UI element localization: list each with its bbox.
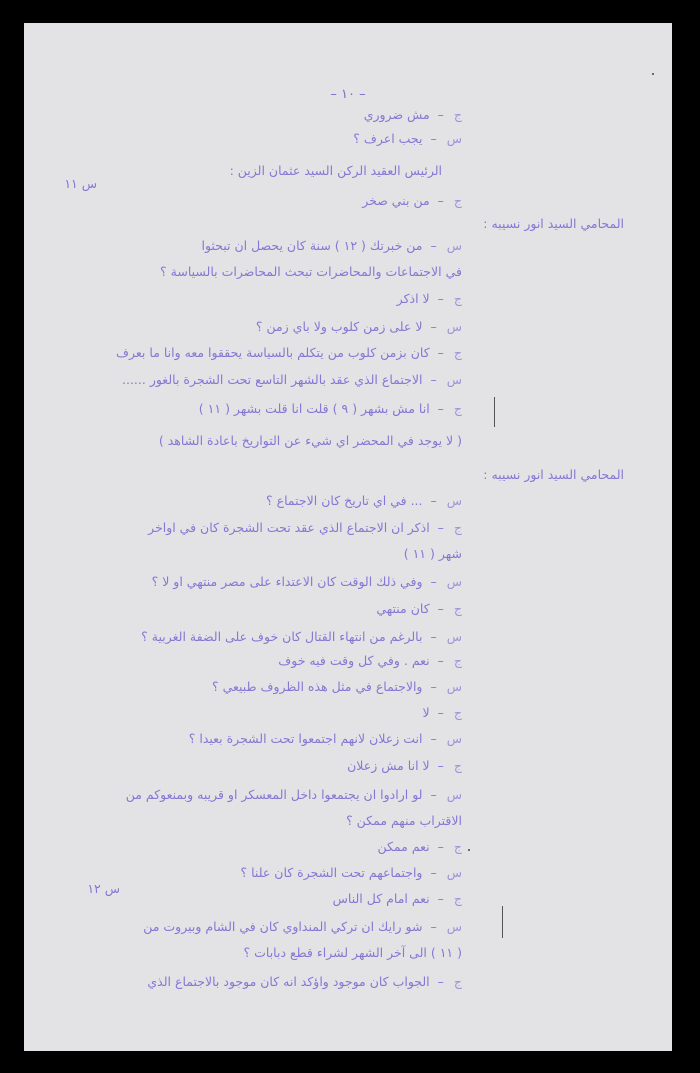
line-text: بالرغم من انتهاء القتال كان خوف على الضفة الغربية ؟ xyxy=(141,629,423,644)
line-dash: – xyxy=(430,574,437,589)
transcript-line xyxy=(160,264,462,280)
line-text: يجب اعرف ؟ xyxy=(353,131,423,146)
line-text: واجتماعهم تحت الشجرة كان علنا ؟ xyxy=(240,865,423,880)
page-number: – ١٠ – xyxy=(330,87,366,102)
transcript-line xyxy=(212,679,462,695)
speaker-marker: س xyxy=(446,493,462,508)
line-text: شهر ( ١١ ) xyxy=(403,546,462,561)
line-dash: – xyxy=(437,653,444,668)
transcript-line xyxy=(143,919,462,935)
line-text: نعم ممكن xyxy=(377,839,430,854)
transcript-line xyxy=(244,945,462,961)
line-text: كان بزمن كلوب من يتكلم بالسياسة يحققوا معه وانا ما بعرف xyxy=(116,345,430,360)
line-dash: – xyxy=(430,679,437,694)
line-dash: – xyxy=(430,919,437,934)
line-text: لا xyxy=(422,705,430,720)
transcript-line xyxy=(241,865,463,881)
transcript-line xyxy=(126,787,462,803)
line-dash: – xyxy=(430,238,437,253)
margin-question-number: س ١١ xyxy=(64,176,97,191)
margin-question-number: س ١٢ xyxy=(87,881,120,896)
transcript-line xyxy=(483,467,624,483)
speaker-marker: ج xyxy=(453,193,462,208)
line-dash: – xyxy=(437,705,444,720)
paper-speck xyxy=(468,849,470,851)
transcript-line xyxy=(346,813,462,829)
transcript-line xyxy=(147,974,462,990)
speaker-marker: ج xyxy=(453,974,462,989)
line-dash: – xyxy=(437,839,444,854)
line-text: من بني صخر xyxy=(362,193,430,208)
transcript-line xyxy=(378,839,462,855)
speaker-marker: ج xyxy=(453,705,462,720)
transcript-line xyxy=(122,372,462,388)
line-text: المحامي السيد انور نسيبه : xyxy=(483,467,624,482)
document-page xyxy=(24,23,672,1051)
line-text: انا مش بشهر ( ٩ ) قلت انا قلت بشهر ( ١١ ) xyxy=(198,401,430,416)
speaker-marker: ج xyxy=(453,839,462,854)
line-dash: – xyxy=(437,107,444,122)
line-dash: – xyxy=(430,629,437,644)
speaker-marker: س xyxy=(446,372,462,387)
transcript-line xyxy=(116,345,462,361)
speaker-marker: س xyxy=(446,787,462,802)
transcript-line xyxy=(353,131,462,147)
line-text: ( لا يوجد في المحضر اي شيء عن التواريخ باعادة الشاهد ) xyxy=(158,433,462,448)
line-text: لا اذكر xyxy=(396,291,430,306)
transcript-line xyxy=(397,291,462,307)
speaker-marker: س xyxy=(446,865,462,880)
speaker-marker: ج xyxy=(453,601,462,616)
speaker-marker: س xyxy=(446,731,462,746)
transcript-line xyxy=(333,891,462,907)
line-dash: – xyxy=(430,493,437,508)
speaker-marker: س xyxy=(446,238,462,253)
pen-mark xyxy=(502,906,503,938)
line-text: نعم امام كل الناس xyxy=(332,891,430,906)
line-dash: – xyxy=(437,891,444,906)
line-dash: – xyxy=(430,319,437,334)
line-dash: – xyxy=(437,974,444,989)
transcript-line xyxy=(362,193,462,209)
line-text: في الاجتماعات والمحاضرات تبحث المحاضرات بالسياسة ؟ xyxy=(160,264,462,279)
line-text: الاقتراب منهم ممكن ؟ xyxy=(346,813,462,828)
transcript-line xyxy=(159,433,462,449)
speaker-marker: س xyxy=(446,319,462,334)
transcript-line xyxy=(404,546,462,562)
line-dash: – xyxy=(437,758,444,773)
line-text: كان منتهي xyxy=(376,601,430,616)
speaker-marker: ج xyxy=(453,520,462,535)
transcript-line xyxy=(201,238,462,254)
line-text: المحامي السيد انور نسيبه : xyxy=(483,216,624,231)
line-dash: – xyxy=(437,291,444,306)
transcript-line xyxy=(483,216,624,232)
line-text: والاجتماع في مثل هذه الظروف طبيعي ؟ xyxy=(211,679,423,694)
transcript-line xyxy=(189,731,462,747)
speaker-marker: س xyxy=(446,574,462,589)
line-text: من خبرتك ( ١٢ ) سنة كان يحصل ان تبحثوا xyxy=(201,238,423,253)
transcript-line xyxy=(266,493,462,509)
line-text: لو ارادوا ان يجتمعوا داخل المعسكر او قريبه وبمنعوكم من xyxy=(125,787,423,802)
line-text: الاجتماع الذي عقد بالشهر التاسع تحت الشجرة بالغور ...... xyxy=(122,372,423,387)
transcript-line xyxy=(347,758,462,774)
transcript-line xyxy=(148,520,462,536)
line-text: لا على زمن كلوب ولا باي زمن ؟ xyxy=(255,319,423,334)
speaker-marker: س xyxy=(446,919,462,934)
transcript-line xyxy=(230,163,442,179)
line-text: نعم . وفي كل وقت فيه خوف xyxy=(278,653,430,668)
line-text: الرئيس العقيد الركن السيد عثمان الزين : xyxy=(229,163,442,178)
line-text: لا انا مش زعلان xyxy=(347,758,430,773)
transcript-line xyxy=(141,629,462,645)
line-dash: – xyxy=(437,401,444,416)
line-dash: – xyxy=(437,193,444,208)
speaker-marker: ج xyxy=(453,107,462,122)
line-text: مش ضروري xyxy=(363,107,430,122)
transcript-line xyxy=(199,401,462,417)
transcript-line xyxy=(364,107,462,123)
transcript-line xyxy=(152,574,462,590)
line-dash: – xyxy=(430,731,437,746)
line-text: وفي ذلك الوقت كان الاعتداء على مصر منتهي او لا ؟ xyxy=(151,574,423,589)
transcript-line xyxy=(278,653,462,669)
pen-mark xyxy=(494,397,495,427)
line-dash: – xyxy=(430,865,437,880)
speaker-marker: ج xyxy=(453,401,462,416)
line-dash: – xyxy=(430,787,437,802)
line-dash: – xyxy=(437,520,444,535)
paper-speck xyxy=(652,73,654,75)
line-text: الجواب كان موجود واؤكد انه كان موجود بالاجتماع الذي xyxy=(147,974,430,989)
speaker-marker: ج xyxy=(453,758,462,773)
speaker-marker: س xyxy=(446,629,462,644)
speaker-marker: س xyxy=(446,679,462,694)
transcript-line xyxy=(423,705,462,721)
line-dash: – xyxy=(437,601,444,616)
line-text: شو رايك ان تركي المنداوي كان في الشام وبيروت من xyxy=(143,919,423,934)
speaker-marker: ج xyxy=(453,891,462,906)
speaker-marker: س xyxy=(446,131,462,146)
line-text: انت زعلان لانهم اجتمعوا تحت الشجرة بعيدا ؟ xyxy=(188,731,423,746)
speaker-marker: ج xyxy=(453,345,462,360)
transcript-line xyxy=(256,319,462,335)
line-dash: – xyxy=(430,131,437,146)
line-dash: – xyxy=(430,372,437,387)
transcript-line xyxy=(376,601,462,617)
speaker-marker: ج xyxy=(453,291,462,306)
line-text: اذكر ان الاجتماع الذي عقد تحت الشجرة كان في اواخر xyxy=(148,520,430,535)
line-dash: – xyxy=(437,345,444,360)
line-text: ... في اي تاريخ كان الاجتماع ؟ xyxy=(266,493,423,508)
line-text: ( ١١ ) الى آخر الشهر لشراء قطع دبابات ؟ xyxy=(243,945,462,960)
speaker-marker: ج xyxy=(453,653,462,668)
